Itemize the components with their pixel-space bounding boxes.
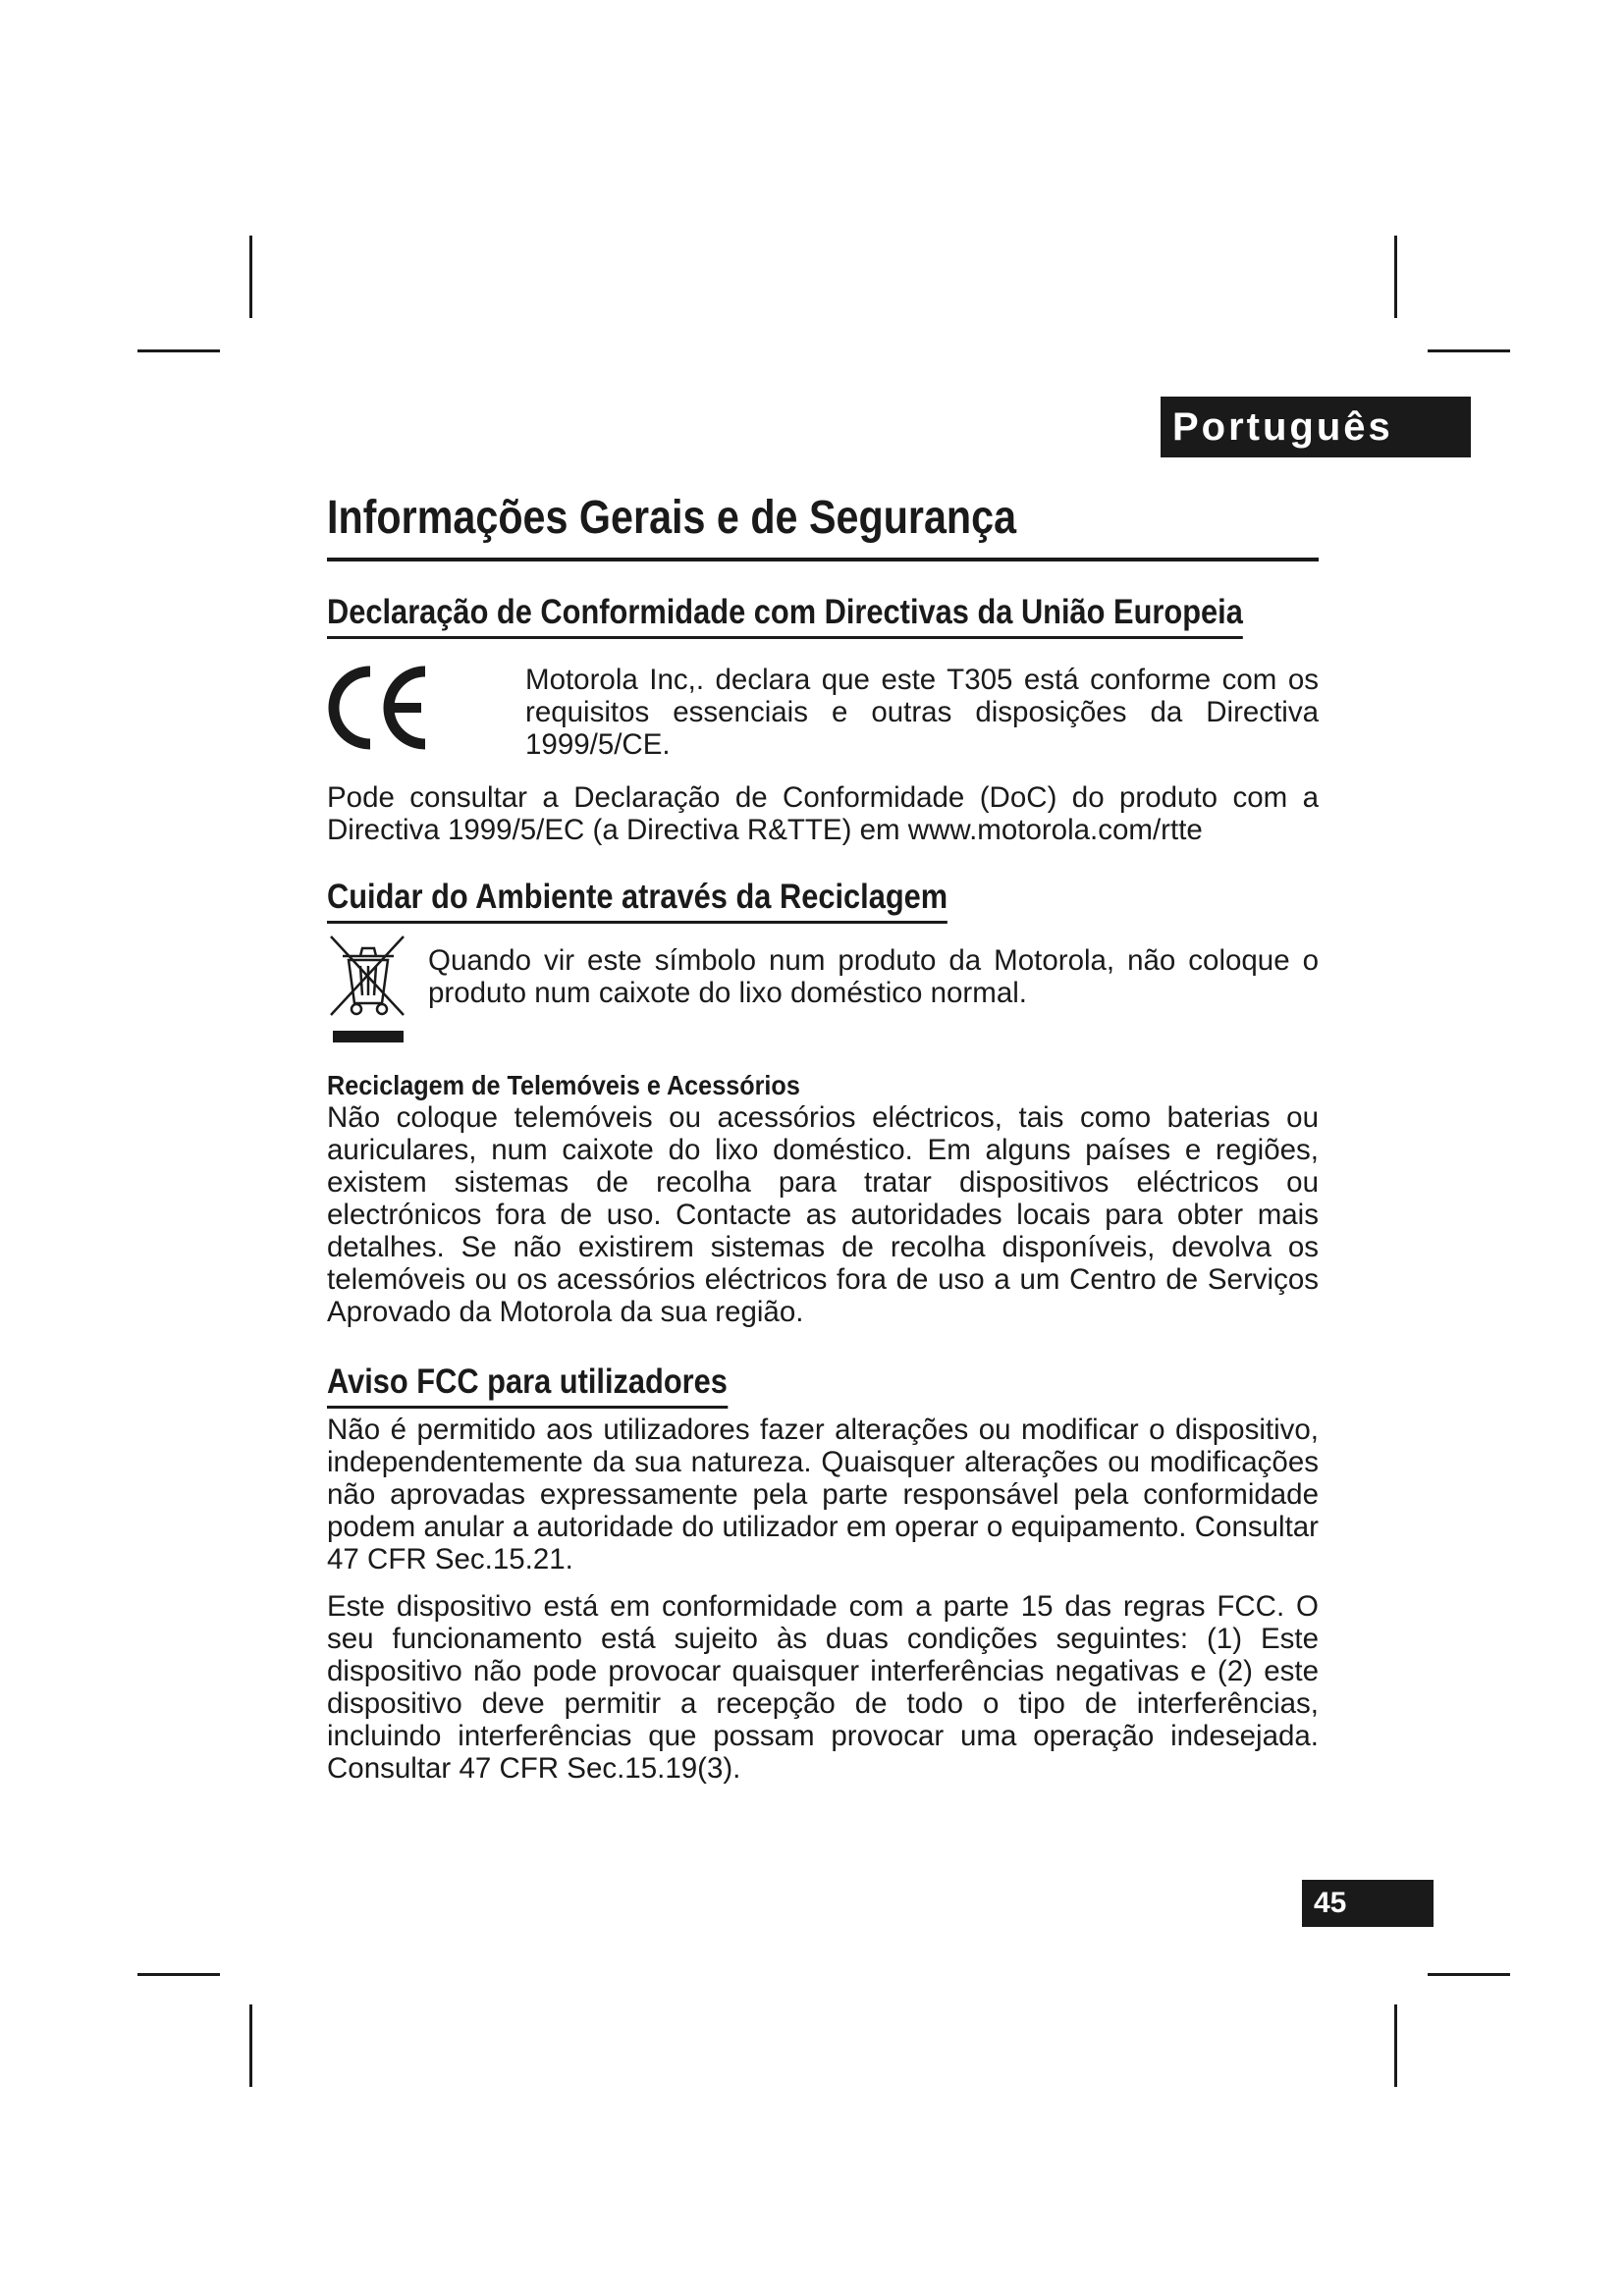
fcc-paragraph-2: Este dispositivo está em conformidade com a parte 15 das regras FCC. O seu funcionamento está sujeito às duas condições seguintes: (1) Este dispositivo não pode provocar quaisquer interferências negativas e (2) este dispositivo deve permitir a recepção de todo o tipo de interferências, incluindo interferências que possam provocar uma operação indesejada. Consultar 47 CFR Sec.15.19(3). — [327, 1590, 1319, 1785]
crop-mark-bottom-left-vertical — [249, 2004, 252, 2087]
weee-bin-icon — [327, 933, 409, 1053]
declaration-heading: Declaração de Conformidade com Directivas da União Europeia — [327, 593, 1243, 639]
page-title: Informações Gerais e de Segurança — [327, 492, 1017, 544]
fcc-paragraph-1: Não é permitido aos utilizadores fazer alterações ou modificar o dispositivo, independentemente da sua natureza. Quaisquer alterações ou modificações não aprovadas expressamente pela parte responsável pela conformidade podem anular a autoridade do utilizador em operar o equipamento. Consultar 47 CFR Sec.15.21. — [327, 1414, 1319, 1575]
crop-mark-top-left-vertical — [249, 236, 252, 318]
page-number: 45 — [1302, 1880, 1434, 1927]
doc-text: Pode consultar a Declaração de Conformidade (DoC) do produto com a Directiva 1999/5/EC (a Directiva R&TTE) em www.motorola.com/rtte — [327, 781, 1319, 846]
language-tab: Português — [1161, 397, 1471, 457]
fcc-heading: Aviso FCC para utilizadores — [327, 1362, 728, 1409]
ce-mark-icon — [327, 664, 435, 757]
recycling-symbol-text: Quando vir este símbolo num produto da Motorola, não coloque o produto num caixote do lixo doméstico normal. — [428, 944, 1319, 1009]
recycling-heading: Cuidar do Ambiente através da Reciclagem — [327, 878, 947, 924]
crop-mark-bottom-right-vertical — [1394, 2004, 1397, 2087]
crop-mark-top-right-horizontal — [1428, 349, 1510, 352]
ce-declaration-text: Motorola Inc,. declara que este T305 está conforme com os requisitos essenciais e outras disposições da Directiva 1999/5/CE. — [525, 664, 1319, 761]
crop-mark-top-right-vertical — [1394, 236, 1397, 318]
title-divider — [327, 558, 1319, 561]
recycling-subheading: Reciclagem de Telemóveis e Acessórios — [327, 1070, 800, 1100]
crop-mark-top-left-horizontal — [137, 349, 220, 352]
crop-mark-bottom-left-horizontal — [137, 1973, 220, 1976]
recycling-body: Não coloque telemóveis ou acessórios eléctricos, tais como baterias ou auriculares, num caixote do lixo doméstico. Em alguns países e regiões, existem sistemas de recolha para tratar dispositivos eléctricos ou electrónicos fora de uso. Contacte as autoridades locais para obter mais detalhes. Se não existirem sistemas de recolha disponíveis, devolva os telemóveis ou os acessórios eléctricos fora de uso a um Centro de Serviços Aprovado da Motorola da sua região. — [327, 1101, 1319, 1328]
crop-mark-bottom-right-horizontal — [1428, 1973, 1510, 1976]
